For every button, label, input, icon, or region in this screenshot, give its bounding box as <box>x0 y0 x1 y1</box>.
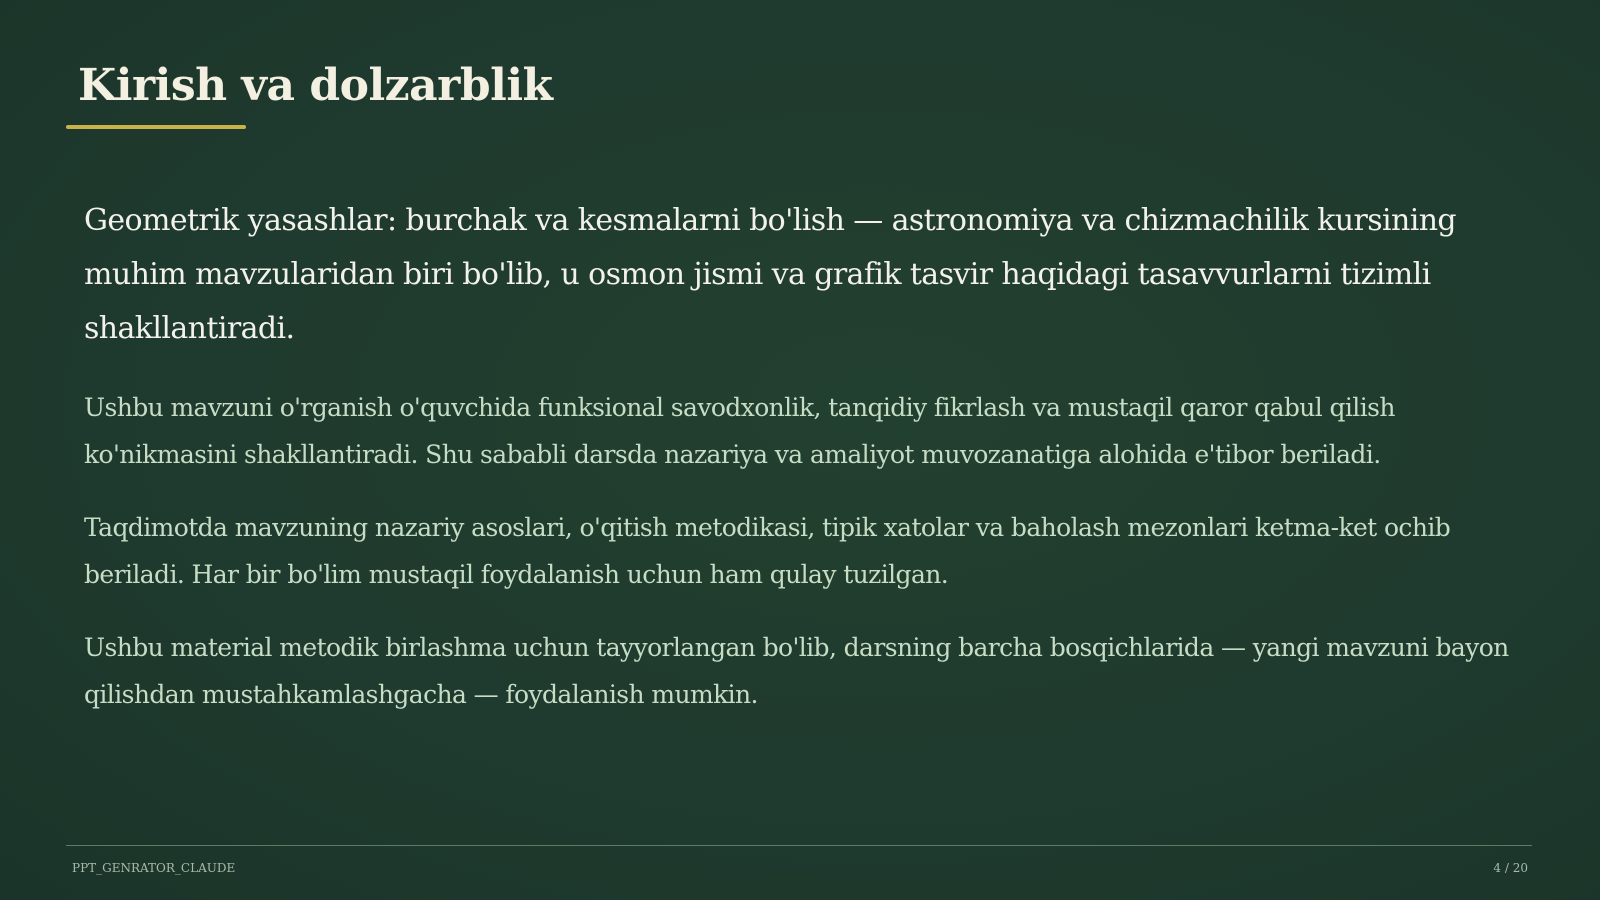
body-paragraph-1: Ushbu mavzuni o'rganish o'quvchida funksional savodxonlik, tanqidiy fikrlash va mustaqil qaror qabul qilish ko'nikmasini shakllantiradi. Shu sababli darsda nazariya va amaliyot muvozanatiga alohida e'tibor beriladi. <box>84 393 1395 469</box>
page-indicator: 4 / 20 <box>1493 861 1528 875</box>
body-paragraph-3: Ushbu material metodik birlashma uchun tayyorlangan bo'lib, darsning barcha bosqichlarida — yangi mavzuni bayon qilishdan mustahkamlashgacha — foydalanish mumkin. <box>84 633 1509 709</box>
footer-divider <box>66 845 1532 846</box>
title-accent-underline <box>66 125 246 129</box>
lead-paragraph: Geometrik yasashlar: burchak va kesmalarni bo'lish — astronomiya va chizmachilik kursining muhim mavzularidan biri bo'lib, u osmon jismi va grafik tasvir haqidagi tasavvurlarni tizimli shakllantiradi. <box>84 203 1457 346</box>
body-paragraph-2: Taqdimotda mavzuning nazariy asoslari, o'qitish metodikasi, tipik xatolar va baholash mezonlari ketma-ket ochib beriladi. Har bir bo'lim mustaqil foydalanish uchun ham qulay tuzilgan. <box>84 513 1451 589</box>
slide-title: Kirish va dolzarblik <box>78 60 553 111</box>
footer-generator-label: PPT_GENRATOR_CLAUDE <box>72 861 236 875</box>
slide-content <box>84 194 1524 744</box>
